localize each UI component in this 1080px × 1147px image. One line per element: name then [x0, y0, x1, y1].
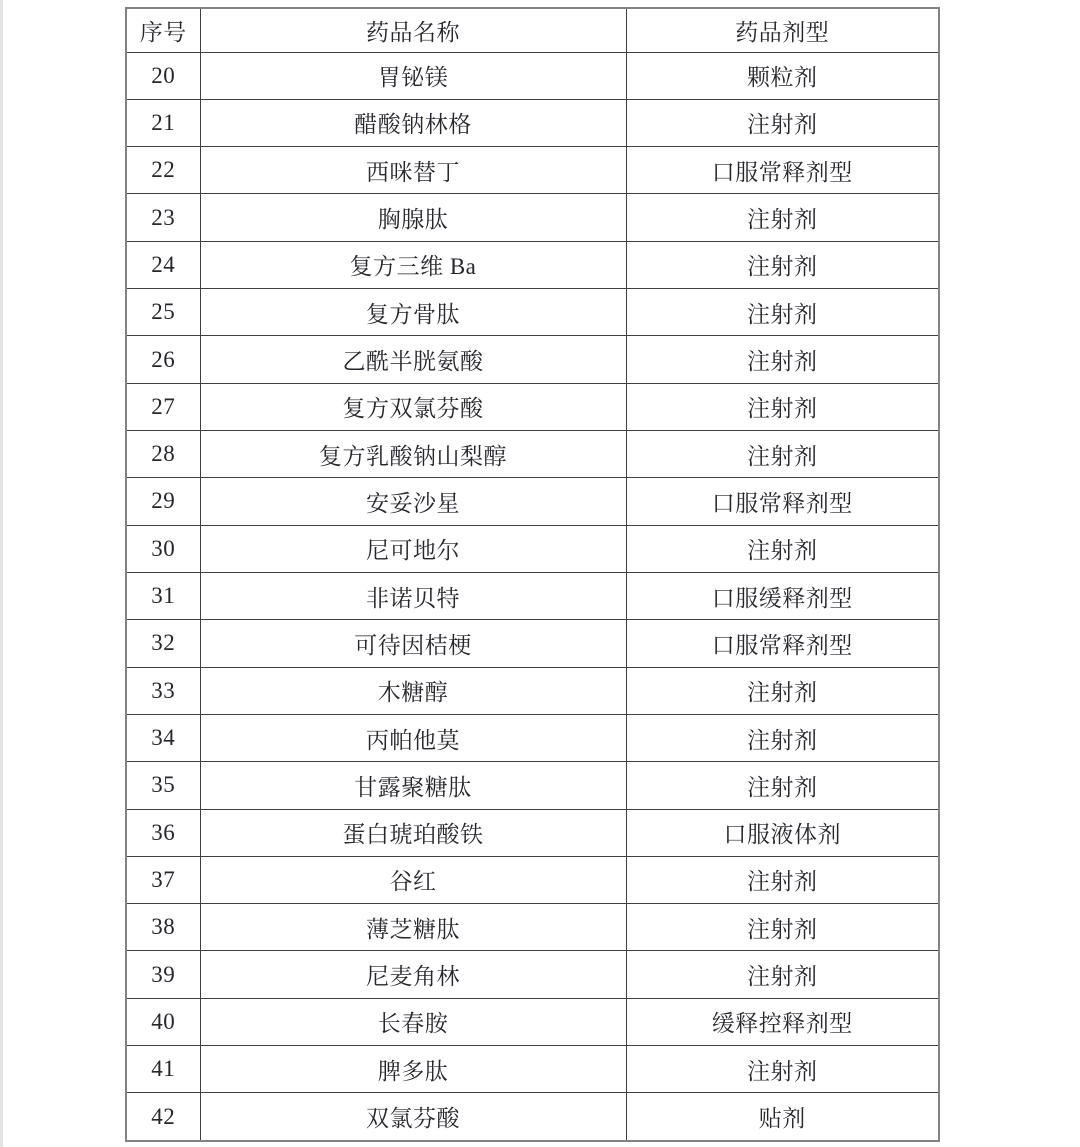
dosage-form-cell: 注射剂 [626, 241, 939, 288]
table-row [126, 478, 939, 525]
drug-name-cell: 蛋白琥珀酸铁 [200, 809, 626, 856]
drug-name-cell: 丙帕他莫 [200, 714, 626, 761]
table-row [126, 856, 939, 903]
table-row [126, 762, 939, 809]
table-row [126, 431, 939, 478]
dosage-form-cell: 注射剂 [626, 1046, 939, 1093]
table-row [126, 383, 939, 430]
dosage-form-cell: 注射剂 [626, 194, 939, 241]
dosage-form-cell: 注射剂 [626, 904, 939, 951]
table-row [126, 714, 939, 761]
dosage-form-cell: 注射剂 [626, 525, 939, 572]
drug-name-cell: 甘露聚糖肽 [200, 762, 626, 809]
drug-name-cell: 胃铋镁 [200, 52, 626, 99]
drug-name-cell: 安妥沙星 [200, 478, 626, 525]
dosage-form-cell: 注射剂 [626, 431, 939, 478]
dosage-form-cell: 口服缓释剂型 [626, 572, 939, 619]
table-row [126, 572, 939, 619]
dosage-form-cell: 注射剂 [626, 714, 939, 761]
row-number-cell: 28 [126, 431, 200, 478]
dosage-form-cell: 口服常释剂型 [626, 478, 939, 525]
drug-name-cell: 脾多肽 [200, 1046, 626, 1093]
table-row [126, 998, 939, 1045]
table-row [126, 99, 939, 146]
dosage-form-cell: 口服常释剂型 [626, 620, 939, 667]
dosage-form-cell: 注射剂 [626, 383, 939, 430]
drug-name-cell: 双氯芬酸 [200, 1093, 626, 1141]
row-number-cell: 25 [126, 289, 200, 336]
dosage-form-cell: 注射剂 [626, 99, 939, 146]
drug-name-cell: 薄芝糖肽 [200, 904, 626, 951]
drug-name-cell: 复方乳酸钠山梨醇 [200, 431, 626, 478]
page-edge-strip [0, 0, 3, 1147]
row-number-cell: 31 [126, 572, 200, 619]
dosage-form-cell: 缓释控释剂型 [626, 998, 939, 1045]
dosage-form-cell: 注射剂 [626, 951, 939, 998]
row-number-cell: 33 [126, 667, 200, 714]
row-number-cell: 40 [126, 998, 200, 1045]
row-number-cell: 23 [126, 194, 200, 241]
table-row [126, 667, 939, 714]
drug-name-cell: 长春胺 [200, 998, 626, 1045]
drug-list-table [125, 7, 940, 1142]
table-row [126, 241, 939, 288]
header-cell-number: 序号 [126, 8, 200, 52]
row-number-cell: 29 [126, 478, 200, 525]
table-row [126, 336, 939, 383]
row-number-cell: 30 [126, 525, 200, 572]
drug-name-cell: 非诺贝特 [200, 572, 626, 619]
table-row [126, 52, 939, 99]
dosage-form-cell: 注射剂 [626, 289, 939, 336]
table-row [126, 809, 939, 856]
row-number-cell: 27 [126, 383, 200, 430]
table-body [126, 52, 939, 1141]
row-number-cell: 41 [126, 1046, 200, 1093]
row-number-cell: 32 [126, 620, 200, 667]
row-number-cell: 37 [126, 856, 200, 903]
header-cell-dosage-form: 药品剂型 [626, 8, 939, 52]
table-row [126, 147, 939, 194]
dosage-form-cell: 注射剂 [626, 667, 939, 714]
row-number-cell: 39 [126, 951, 200, 998]
table-row [126, 525, 939, 572]
table-row [126, 620, 939, 667]
dosage-form-cell: 注射剂 [626, 856, 939, 903]
row-number-cell: 22 [126, 147, 200, 194]
row-number-cell: 35 [126, 762, 200, 809]
table-header-row [126, 8, 939, 52]
table-row [126, 194, 939, 241]
row-number-cell: 21 [126, 99, 200, 146]
header-cell-drug-name: 药品名称 [200, 8, 626, 52]
drug-name-cell: 复方三维 Ba [200, 241, 626, 288]
drug-name-cell: 胸腺肽 [200, 194, 626, 241]
dosage-form-cell: 口服常释剂型 [626, 147, 939, 194]
drug-name-cell: 谷红 [200, 856, 626, 903]
row-number-cell: 26 [126, 336, 200, 383]
drug-name-cell: 可待因桔梗 [200, 620, 626, 667]
row-number-cell: 36 [126, 809, 200, 856]
row-number-cell: 34 [126, 714, 200, 761]
table-row [126, 951, 939, 998]
drug-name-cell: 尼麦角林 [200, 951, 626, 998]
row-number-cell: 38 [126, 904, 200, 951]
table-row [126, 904, 939, 951]
table-row [126, 1093, 939, 1141]
drug-name-cell: 木糖醇 [200, 667, 626, 714]
drug-name-cell: 西咪替丁 [200, 147, 626, 194]
table-row [126, 1046, 939, 1093]
dosage-form-cell: 颗粒剂 [626, 52, 939, 99]
drug-name-cell: 复方双氯芬酸 [200, 383, 626, 430]
dosage-form-cell: 口服液体剂 [626, 809, 939, 856]
dosage-form-cell: 注射剂 [626, 336, 939, 383]
row-number-cell: 24 [126, 241, 200, 288]
drug-name-cell: 尼可地尔 [200, 525, 626, 572]
dosage-form-cell: 注射剂 [626, 762, 939, 809]
drug-name-cell: 复方骨肽 [200, 289, 626, 336]
drug-name-cell: 醋酸钠林格 [200, 99, 626, 146]
dosage-form-cell: 贴剂 [626, 1093, 939, 1141]
table-row [126, 289, 939, 336]
drug-name-cell: 乙酰半胱氨酸 [200, 336, 626, 383]
row-number-cell: 20 [126, 52, 200, 99]
row-number-cell: 42 [126, 1093, 200, 1141]
